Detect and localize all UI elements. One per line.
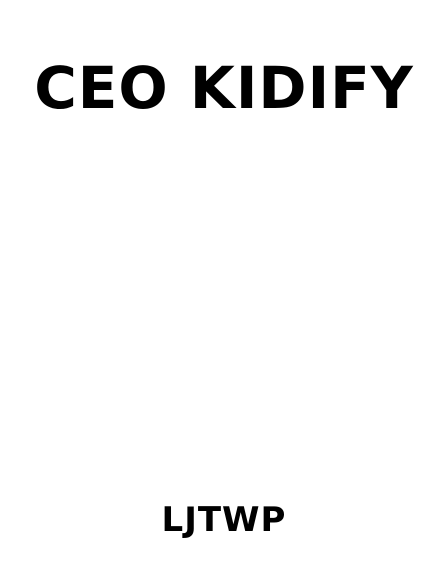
cover-title: CEO KIDIFY bbox=[34, 54, 414, 122]
cover-author: LJTWP bbox=[161, 500, 287, 540]
